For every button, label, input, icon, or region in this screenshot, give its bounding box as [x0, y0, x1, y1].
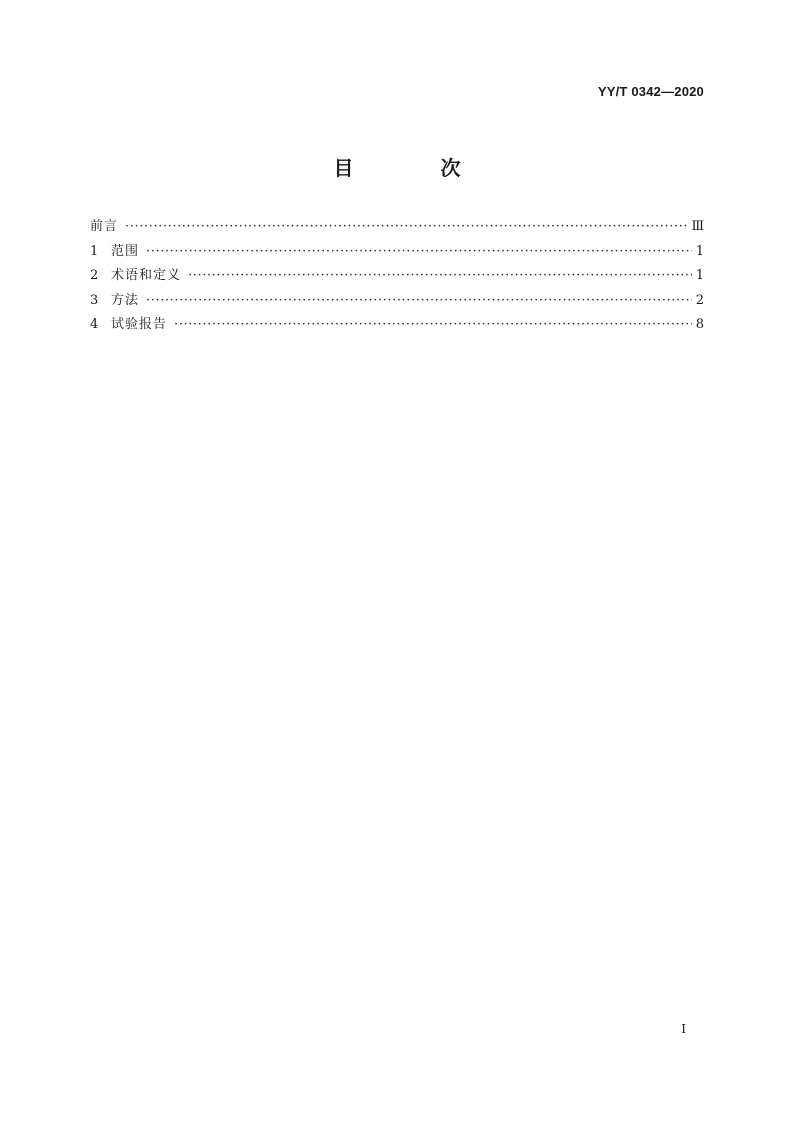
table-of-contents — [90, 217, 704, 340]
toc-item-number: 3 — [90, 292, 99, 308]
page-number: I — [681, 1022, 686, 1036]
toc-item-label: 前言 — [90, 219, 119, 234]
toc-item-methods[interactable] — [90, 291, 704, 316]
toc-item-label: 试验报告 — [111, 317, 168, 332]
toc-item-page: Ⅲ — [691, 219, 704, 234]
toc-item-scope[interactable] — [90, 242, 704, 267]
toc-dot-leader — [174, 315, 692, 335]
toc-item-page: 8 — [695, 317, 704, 332]
page-title: 目 次 — [333, 156, 501, 180]
toc-dot-leader — [188, 266, 692, 286]
toc-item-page: 2 — [695, 292, 704, 308]
standard-code: YY/T 0342—2020 — [597, 84, 704, 99]
toc-item-terms-and-definitions[interactable] — [90, 266, 704, 291]
toc-item-test-report[interactable] — [90, 315, 704, 340]
toc-item-label: 范围 — [111, 243, 140, 259]
toc-item-number: 1 — [90, 243, 99, 259]
toc-item-page: 1 — [695, 268, 704, 283]
toc-item-number: 4 — [90, 317, 99, 332]
toc-dot-leader — [125, 217, 687, 237]
toc-item-label: 方法 — [111, 292, 140, 308]
toc-item-label: 术语和定义 — [111, 268, 182, 283]
toc-item-page: 1 — [695, 243, 704, 259]
toc-item-foreword[interactable] — [90, 217, 704, 242]
toc-dot-leader — [146, 291, 692, 311]
toc-item-number: 2 — [90, 268, 99, 283]
toc-dot-leader — [146, 242, 692, 262]
